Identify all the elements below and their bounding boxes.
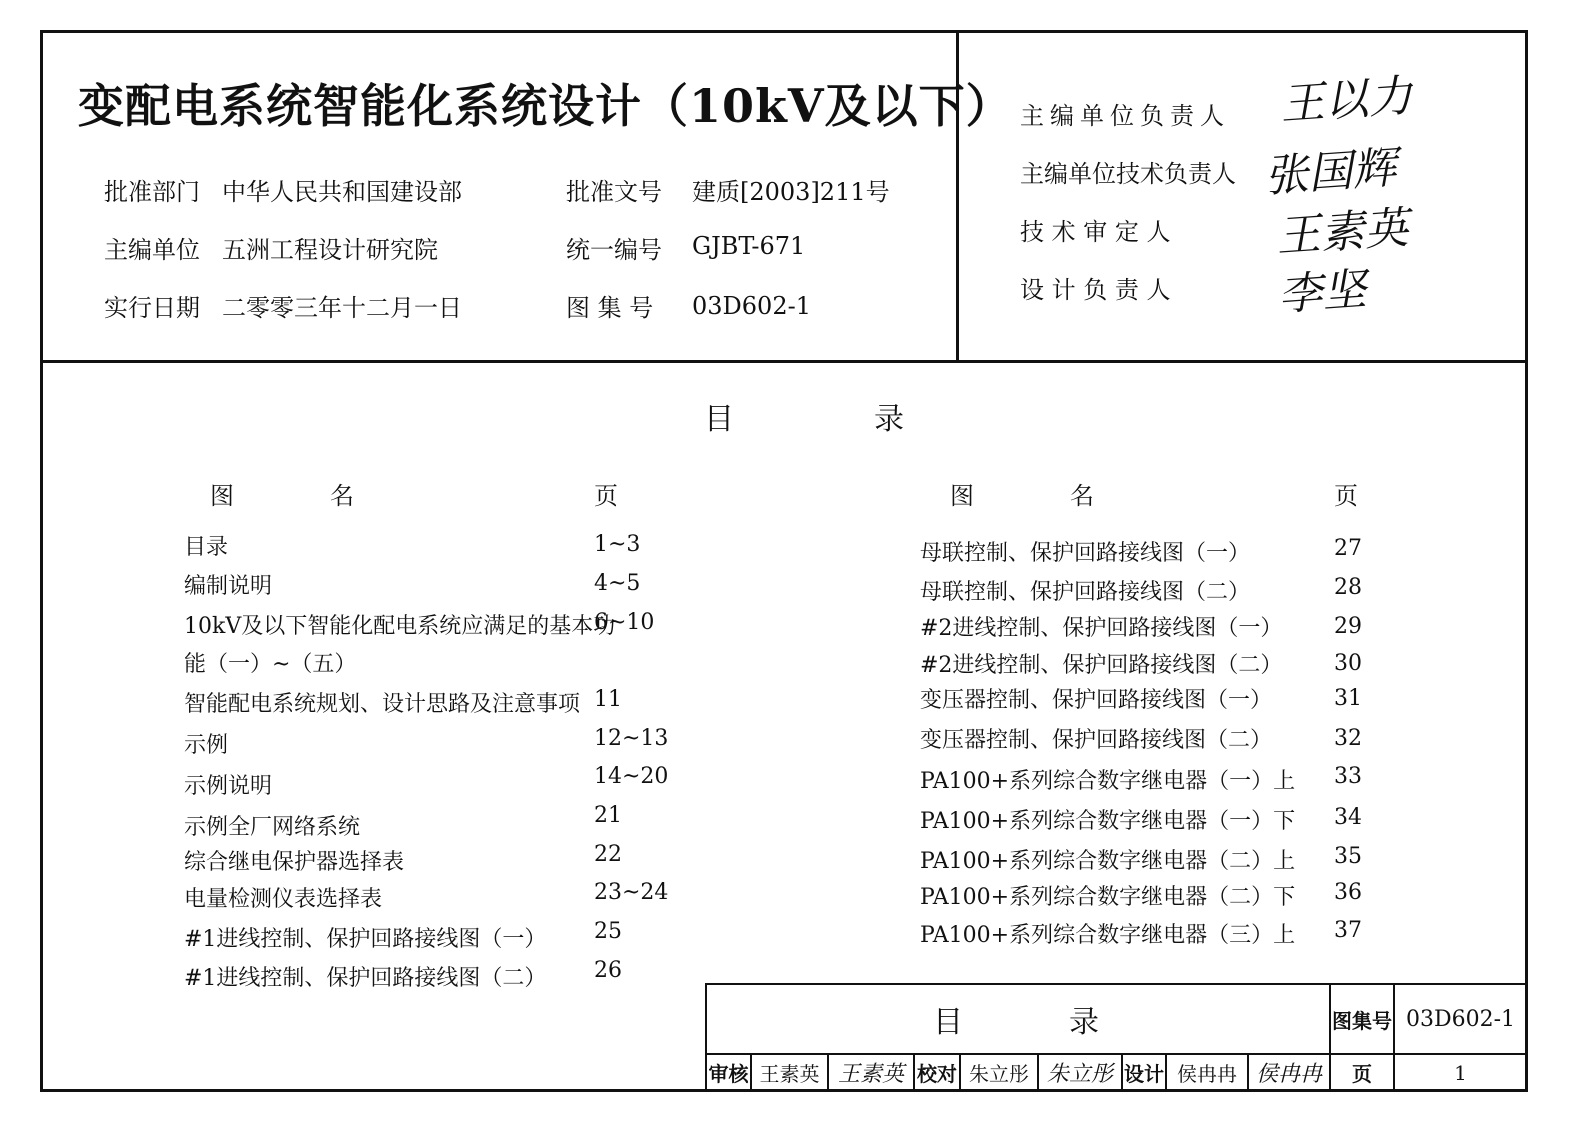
toc-entry-name: #1进线控制、保护回路接线图（二） [184, 966, 547, 991]
meta-label-approval-dept: 批准部门 [104, 178, 200, 206]
toc-entry-name: PA100+系列综合数字继电器（二）下 [920, 885, 1296, 910]
toc-entry-page: 11 [594, 687, 622, 712]
meta-value-unified-no: GJBT-671 [692, 232, 806, 260]
toc-entry-page: 21 [594, 803, 622, 828]
atlas-title: 变配电系统智能化系统设计（10kV及以下） [78, 79, 1013, 133]
toc-entry-name: 母联控制、保护回路接线图（一） [920, 541, 1251, 566]
toc-entry-name: 智能配电系统规划、设计思路及注意事项 [184, 692, 581, 717]
toc-entry-name: #1进线控制、保护回路接线图（一） [184, 927, 547, 952]
toc-entry-page: 32 [1334, 726, 1362, 751]
toc-entry-page: 12~13 [594, 726, 669, 751]
toc-right-page-header: 页 [1334, 482, 1358, 510]
meta-label-unified-no: 统一编号 [566, 236, 662, 264]
signatory-role-design-lead: 设 计 负 责 人 [1020, 276, 1171, 304]
title-block-review-label: 审核 [705, 1053, 752, 1092]
meta-label-effective-date: 实行日期 [104, 294, 200, 322]
toc-entry-page: 6~10 [594, 610, 655, 635]
toc-left-name-header: 图 名 [210, 482, 370, 510]
toc-entry-name: 变压器控制、保护回路接线图（二） [920, 728, 1273, 753]
toc-entry-name: 示例说明 [184, 774, 273, 799]
signature-chief-editor: 王以力 [1278, 70, 1414, 131]
title-block-design-signature: 侯冉冉 [1247, 1053, 1331, 1092]
signatory-role-tech-reviewer: 技 术 审 定 人 [1020, 218, 1171, 246]
toc-entry-name: 编制说明 [184, 574, 273, 599]
toc-entry-page: 1~3 [594, 532, 641, 557]
title-block-atlas-value: 03D602-1 [1393, 983, 1528, 1055]
header-divider [40, 360, 1528, 363]
toc-entry-name: 变压器控制、保护回路接线图（一） [920, 688, 1273, 713]
toc-entry-name: 能（一）~（五） [184, 652, 357, 677]
toc-entry-page: 28 [1334, 575, 1362, 600]
signature-tech-chief: 张国辉 [1262, 142, 1398, 203]
toc-entry-page: 36 [1334, 880, 1362, 905]
toc-entry-name: #2进线控制、保护回路接线图（二） [920, 653, 1283, 678]
toc-entry-name: 示例全厂网络系统 [184, 815, 361, 840]
meta-label-atlas-no: 图 集 号 [566, 294, 654, 322]
title-block-page-label: 页 [1329, 1053, 1395, 1092]
toc-entry-name: 综合继电保护器选择表 [184, 850, 405, 875]
toc-entry-page: 34 [1334, 805, 1362, 830]
title-block-design-label: 设计 [1121, 1053, 1167, 1092]
signature-tech-reviewer: 王素英 [1274, 202, 1410, 263]
toc-entry-page: 37 [1334, 918, 1362, 943]
toc-entry-name: 目录 [184, 535, 229, 560]
toc-entry-name: PA100+系列综合数字继电器（一）下 [920, 809, 1296, 834]
title-block-atlas-label: 图集号 [1329, 983, 1395, 1055]
toc-entry-page: 35 [1334, 844, 1362, 869]
toc-entry-page: 22 [594, 842, 622, 867]
toc-entry-name: PA100+系列综合数字继电器（三）上 [920, 923, 1296, 948]
toc-entry-page: 26 [594, 958, 622, 983]
toc-entry-name: #2进线控制、保护回路接线图（一） [920, 616, 1283, 641]
title-block-check-name: 朱立彤 [959, 1053, 1039, 1092]
meta-label-approval-doc: 批准文号 [566, 178, 662, 206]
title-block-title: 目 录 [705, 983, 1331, 1055]
toc-entry-page: 33 [1334, 764, 1362, 789]
toc-entry-name: PA100+系列综合数字继电器（二）上 [920, 849, 1296, 874]
toc-entry-page: 27 [1334, 536, 1362, 561]
toc-entry-page: 31 [1334, 686, 1362, 711]
title-block-check-signature: 朱立彤 [1037, 1053, 1123, 1092]
title-block-design-name: 侯冉冉 [1165, 1053, 1249, 1092]
meta-value-atlas-no: 03D602-1 [692, 292, 811, 320]
toc-right-name-header: 图 名 [950, 482, 1110, 510]
meta-value-effective-date: 二零零三年十二月一日 [222, 294, 462, 322]
signature-design-lead: 李坚 [1276, 263, 1368, 321]
signatory-role-tech-chief: 主编单位技术负责人 [1020, 160, 1236, 188]
toc-left-page-header: 页 [594, 482, 618, 510]
toc-entry-name: 示例 [184, 733, 229, 758]
toc-entry-page: 25 [594, 919, 622, 944]
toc-entry-page: 14~20 [594, 764, 669, 789]
toc-entry-page: 29 [1334, 614, 1362, 639]
toc-heading: 目 录 [704, 402, 908, 437]
toc-entry-page: 30 [1334, 651, 1362, 676]
toc-entry-page: 4~5 [594, 571, 641, 596]
meta-label-editor: 主编单位 [104, 236, 200, 264]
meta-value-approval-doc: 建质[2003]211号 [692, 178, 890, 206]
title-block-review-name: 王素英 [750, 1053, 829, 1092]
title-block-check-label: 校对 [913, 1053, 961, 1092]
toc-entry-name: 10kV及以下智能化配电系统应满足的基本功 [184, 614, 616, 639]
signatory-role-chief-editor: 主编单位负责人 [1020, 102, 1230, 130]
meta-value-editor: 五洲工程设计研究院 [222, 236, 438, 264]
toc-entry-name: PA100+系列综合数字继电器（一）上 [920, 769, 1296, 794]
toc-entry-name: 电量检测仪表选择表 [184, 887, 383, 912]
title-block [705, 983, 1528, 1092]
toc-entry-name: 母联控制、保护回路接线图（二） [920, 580, 1251, 605]
toc-entry-page: 23~24 [594, 880, 669, 905]
meta-value-approval-dept: 中华人民共和国建设部 [222, 178, 462, 206]
title-block-page-value: 1 [1393, 1053, 1528, 1092]
title-block-review-signature: 王素英 [827, 1053, 915, 1092]
